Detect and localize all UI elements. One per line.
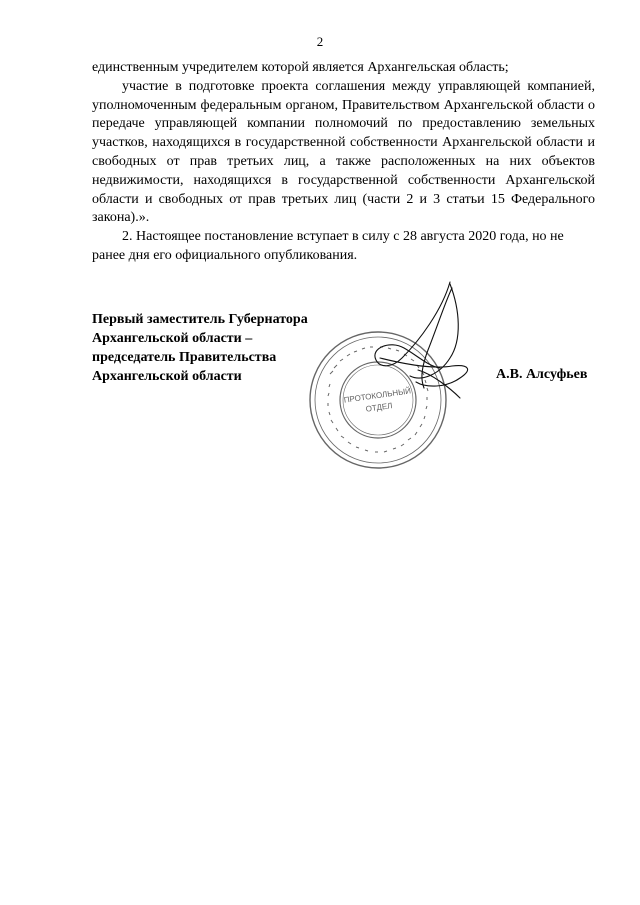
seal-line: ОТДЕЛ <box>365 401 393 414</box>
paragraph-continuation: единственным учредителем которой является Архангельская область; <box>92 60 509 75</box>
signatory-name: А.В. Алсуфьев <box>496 367 588 382</box>
page-number: 2 <box>316 34 324 49</box>
paragraph-agreement: участие в подготовке проекта соглашения между управляющей компанией, уполномоченным федеральным органом, Правительством Архангельской области о передаче управляющей компании полномочий по предоставлению земельных участков, находящихся в государственной собственности Архангельской области и свободных от прав третьих лиц, а также расположенных на них объектов недвижимости, находящихся в государственной собственности Архангельской области и свободных от прав третьих лиц (части 2 и 3 статьи 15 Федерального закона).». <box>92 78 595 226</box>
official-seal <box>310 332 446 468</box>
document-body <box>92 59 595 266</box>
handwritten-signature <box>375 282 468 398</box>
signatory-title-line: Архангельской области <box>92 369 242 384</box>
signatory-title-line: Архангельской области – <box>92 331 253 346</box>
signatory-title-line: председатель Правительства <box>92 350 277 365</box>
seal-and-signature <box>300 270 500 480</box>
seal-line: ПРОТОКОЛЬНЫЙ <box>343 386 412 405</box>
signatory-title <box>92 310 308 386</box>
seal-center-text <box>343 386 412 413</box>
signatory-title-line: Первый заместитель Губернатора <box>92 312 308 327</box>
paragraph-effective-date: 2. Настоящее постановление вступает в силу с 28 августа 2020 года, но не ранее дня его официального опубликования. <box>92 229 564 263</box>
